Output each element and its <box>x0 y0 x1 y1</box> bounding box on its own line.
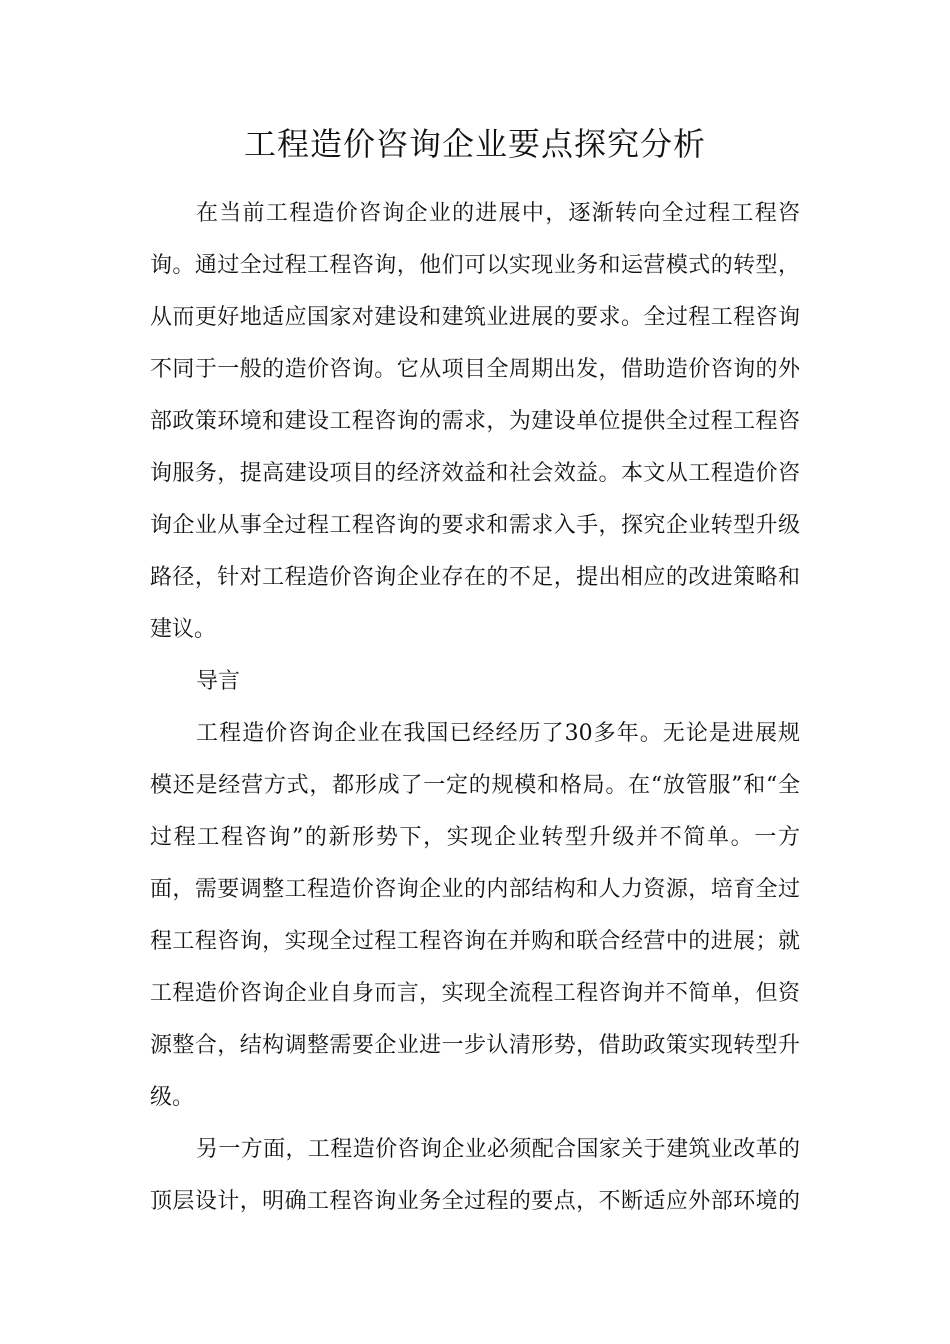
paragraph-line: 询。通过全过程工程咨询，他们可以实现业务和运营模式的转型， <box>150 253 800 278</box>
paragraph-line: 源整合，结构调整需要企业进一步认清形势，借助政策实现转型升 <box>150 1033 800 1058</box>
paragraph-line: 顶层设计，明确工程咨询业务全过程的要点，不断适应外部环境的 <box>150 1189 800 1214</box>
paragraph-line: 过程工程咨询”的新形势下，实现企业转型升级并不简单。一方 <box>150 825 800 850</box>
paragraph-line: 另一方面，工程造价咨询企业必须配合国家关于建筑业改革的 <box>196 1137 800 1162</box>
document-title: 工程造价咨询企业要点探究分析 <box>243 125 706 163</box>
paragraph-line: 程工程咨询，实现全过程工程咨询在并购和联合经营中的进展；就 <box>150 929 800 954</box>
paragraph-line: 模还是经营方式，都形成了一定的规模和格局。在“放管服”和“全 <box>150 773 800 798</box>
paragraph-line: 面，需要调整工程造价咨询企业的内部结构和人力资源，培育全过 <box>150 877 800 902</box>
paragraph-line: 询服务，提高建设项目的经济效益和社会效益。本文从工程造价咨 <box>150 461 800 486</box>
paragraph-line: 建议。 <box>150 617 217 642</box>
paragraph-line: 工程造价咨询企业在我国已经经历了30多年。无论是进展规 <box>196 721 800 746</box>
paragraph-line: 级。 <box>150 1085 195 1110</box>
paragraph-line: 不同于一般的造价咨询。它从项目全周期出发，借助造价咨询的外 <box>150 357 800 382</box>
paragraph-line: 询企业从事全过程工程咨询的要求和需求入手，探究企业转型升级 <box>150 513 800 538</box>
paragraph-line: 部政策环境和建设工程咨询的需求，为建设单位提供全过程工程咨 <box>150 409 800 434</box>
section-heading: 导言 <box>196 669 241 694</box>
paragraph-line: 从而更好地适应国家对建设和建筑业进展的要求。全过程工程咨询 <box>150 305 800 330</box>
paragraph-line: 路径，针对工程造价咨询企业存在的不足，提出相应的改进策略和 <box>150 565 800 590</box>
paragraph-line: 工程造价咨询企业自身而言，实现全流程工程咨询并不简单，但资 <box>150 981 800 1006</box>
paragraph-line: 在当前工程造价咨询企业的进展中，逐渐转向全过程工程咨 <box>196 201 800 226</box>
